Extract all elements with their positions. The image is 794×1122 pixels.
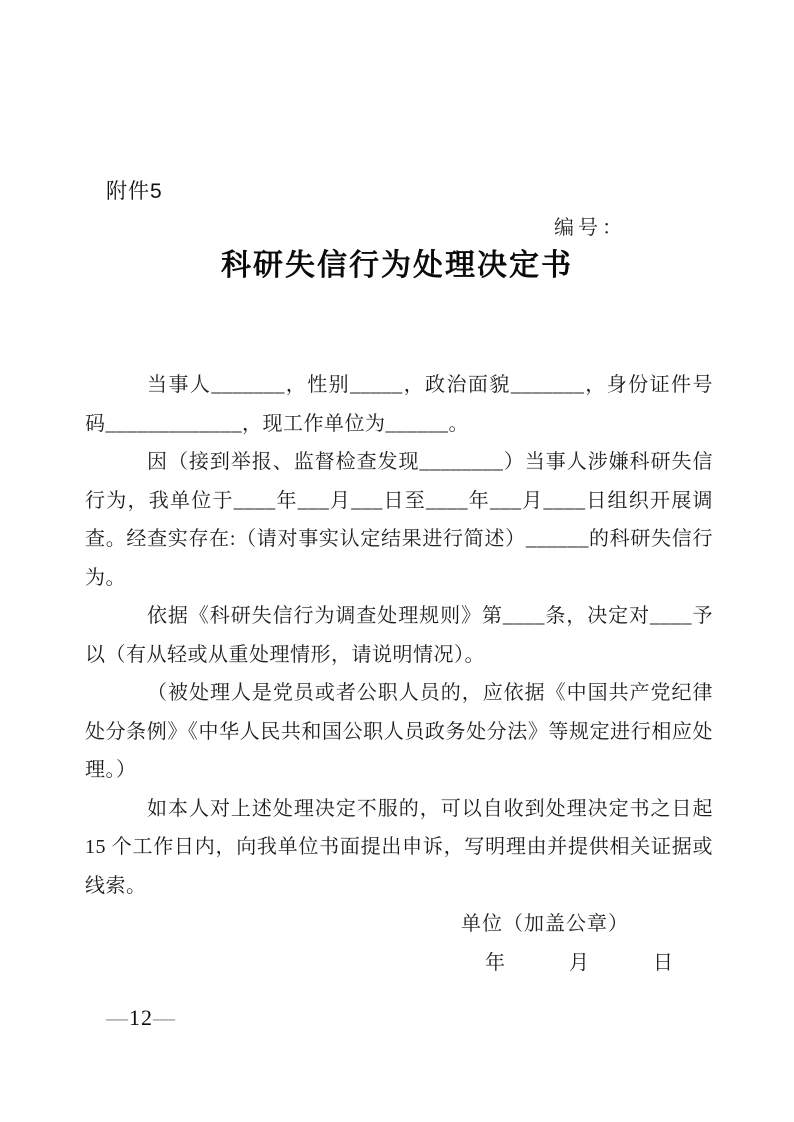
document-body [85, 366, 713, 982]
footer-dash-right: — [153, 1005, 176, 1030]
signature-date-line: 年 月 日 [485, 951, 674, 974]
footer-page-number: 12 [129, 1005, 153, 1030]
doc-title: 科研失信行为处理决定书 [221, 249, 573, 282]
footer-dash-left: — [106, 1005, 129, 1030]
signature-block [85, 905, 713, 982]
doc-number-label: 编号： [554, 217, 626, 239]
page-footer [106, 1005, 176, 1031]
paragraph-decision-basis: 依据《科研失信行为调查处理规则》第____条，决定对____予以（有从轻或从重处理情形，请说明情况）。 [85, 605, 713, 666]
paragraph-appeal-rights: 如本人对上述处理决定不服的，可以自收到处理决定书之日起 15 个工作日内，向我单位书面提出申诉，写明理由并提供相关证据或线索。 [85, 797, 713, 897]
paragraph-party-member-note: （被处理人是党员或者公职人员的，应依据《中国共产党纪律处分条例》《中华人民共和国公职人员政务处分法》等规定进行相应处理。） [85, 682, 713, 781]
paragraph-party-info: 当事人_______，性别_____，政治面貌_______，身份证件号码_____________，现工作单位为______。 [85, 374, 713, 435]
attachment-label: 附件5 [106, 180, 163, 203]
signature-unit-line: 单位（加盖公章） [461, 913, 629, 935]
paragraph-investigation: 因（接到举报、监督检查发现________）当事人涉嫌科研失信行为，我单位于____年___月___日至____年___月____日组织开展调查。经查实存在:（请对事实认定结果进行简述）______的科研失信行为。 [85, 451, 713, 589]
